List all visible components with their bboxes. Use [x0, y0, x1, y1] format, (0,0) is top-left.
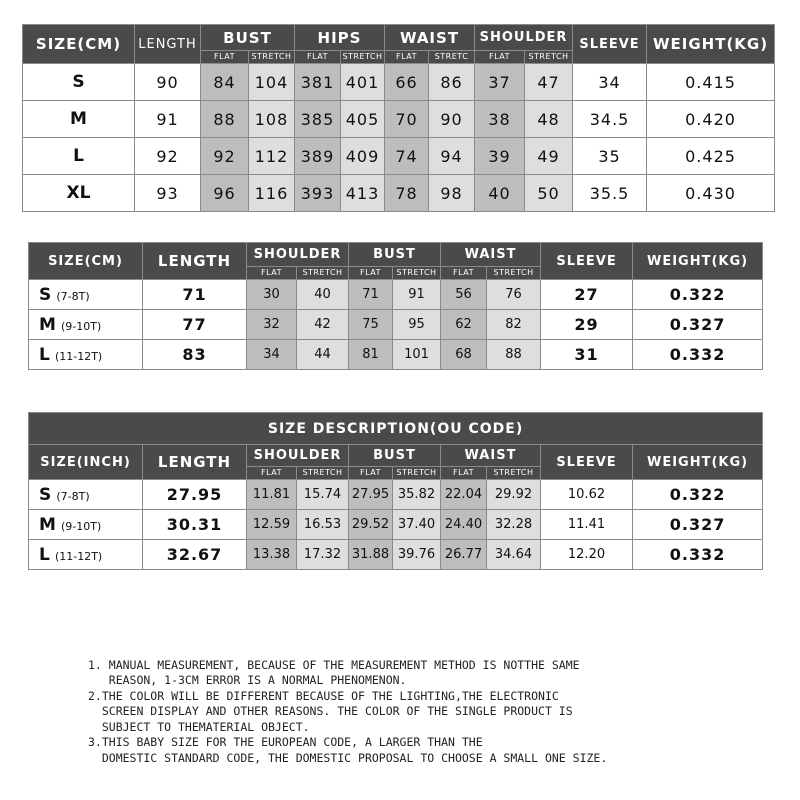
bust-flat-value: 29.52 [349, 510, 393, 540]
sub-stretch: STRETCH [297, 267, 349, 280]
weight-value: 0.415 [647, 64, 775, 101]
weight-value: 0.322 [633, 480, 763, 510]
shoulder-flat-value: 30 [247, 280, 297, 310]
bust-flat-value: 88 [201, 101, 249, 138]
waist-stretch-value: 29.92 [487, 480, 541, 510]
bust-stretch-value: 112 [249, 138, 295, 175]
waist-flat-value: 56 [441, 280, 487, 310]
hips-stretch-value: 413 [341, 175, 385, 212]
header-shoulder: SHOULDER [247, 445, 349, 467]
table-title: SIZE DESCRIPTION(OU CODE) [29, 413, 763, 445]
length-value: 83 [143, 340, 247, 370]
header-sleeve: SLEEVE [541, 243, 633, 280]
header-bust: BUST [349, 445, 441, 467]
waist-flat-value: 24.40 [441, 510, 487, 540]
sub-stretch: STRETCH [393, 267, 441, 280]
bust-stretch-value: 37.40 [393, 510, 441, 540]
weight-value: 0.327 [633, 510, 763, 540]
shoulder-flat-value: 34 [247, 340, 297, 370]
hips-stretch-value: 405 [341, 101, 385, 138]
size-cell [29, 280, 143, 310]
shoulder-flat-value: 32 [247, 310, 297, 340]
shoulder-stretch-value: 44 [297, 340, 349, 370]
header-waist: WAIST [385, 25, 475, 51]
sub-flat: FLAT [385, 51, 429, 64]
bust-flat-value: 75 [349, 310, 393, 340]
header-sleeve: SLEEVE [573, 25, 647, 64]
table-row [23, 101, 775, 138]
weight-value: 0.332 [633, 540, 763, 570]
age-range: (7-8T) [56, 489, 90, 503]
age-range: (9-10T) [61, 519, 102, 533]
table-row [29, 510, 763, 540]
table-row [29, 540, 763, 570]
shoulder-flat-value: 39 [475, 138, 525, 175]
size-cell [29, 540, 143, 570]
header-shoulder: SHOULDER [475, 25, 573, 51]
shoulder-stretch-value: 48 [525, 101, 573, 138]
hips-flat-value: 389 [295, 138, 341, 175]
table-row [29, 280, 763, 310]
length-value: 27.95 [143, 480, 247, 510]
note-item: 1. MANUAL MEASUREMENT, BECAUSE OF THE MEASUREMENT METHOD IS NOTTHE SAME REASON, 1-3CM ERROR IS A NORMAL PHENOMENON. [88, 657, 580, 687]
shoulder-stretch-value: 40 [297, 280, 349, 310]
shoulder-flat-value: 11.81 [247, 480, 297, 510]
hips-stretch-value: 401 [341, 64, 385, 101]
length-value: 93 [135, 175, 201, 212]
header-length: LENGTH [135, 25, 201, 64]
size-label: M [39, 314, 56, 335]
sleeve-value: 31 [541, 340, 633, 370]
sub-stretch: STRETCH [487, 267, 541, 280]
header-bust: BUST [349, 243, 441, 267]
size-label: M [23, 101, 135, 138]
shoulder-stretch-value: 17.32 [297, 540, 349, 570]
bust-flat-value: 31.88 [349, 540, 393, 570]
header-size: SIZE(CM) [23, 25, 135, 64]
sub-flat: FLAT [247, 267, 297, 280]
size-label: XL [23, 175, 135, 212]
header-sleeve: SLEEVE [541, 445, 633, 480]
table-row [23, 138, 775, 175]
sub-stretch: STRETCH [487, 467, 541, 480]
length-value: 32.67 [143, 540, 247, 570]
header-weight: WEIGHT(KG) [633, 445, 763, 480]
sub-flat: FLAT [441, 267, 487, 280]
size-label: L [39, 344, 50, 365]
shoulder-flat-value: 38 [475, 101, 525, 138]
waist-stretch-value: 88 [487, 340, 541, 370]
shoulder-flat-value: 40 [475, 175, 525, 212]
waist-stretch-value: 86 [429, 64, 475, 101]
bust-stretch-value: 91 [393, 280, 441, 310]
size-table-kids-cm [28, 242, 763, 370]
waist-flat-value: 62 [441, 310, 487, 340]
shoulder-flat-value: 13.38 [247, 540, 297, 570]
size-cell [29, 340, 143, 370]
length-value: 90 [135, 64, 201, 101]
size-label: S [23, 64, 135, 101]
waist-stretch-value: 98 [429, 175, 475, 212]
table-row [29, 310, 763, 340]
header-length: LENGTH [143, 243, 247, 280]
sub-flat: FLAT [201, 51, 249, 64]
size-cell [29, 480, 143, 510]
hips-stretch-value: 409 [341, 138, 385, 175]
sub-stretch: STRETCH [525, 51, 573, 64]
weight-value: 0.332 [633, 340, 763, 370]
sub-flat: FLAT [247, 467, 297, 480]
sub-flat: FLAT [475, 51, 525, 64]
length-value: 92 [135, 138, 201, 175]
waist-flat-value: 70 [385, 101, 429, 138]
waist-flat-value: 68 [441, 340, 487, 370]
sleeve-value: 34 [573, 64, 647, 101]
size-label: S [39, 484, 52, 505]
sleeve-value: 27 [541, 280, 633, 310]
sub-stretch: STRETCH [297, 467, 349, 480]
age-range: (11-12T) [54, 549, 103, 563]
size-label: L [23, 138, 135, 175]
header-waist: WAIST [441, 243, 541, 267]
size-cell [29, 310, 143, 340]
bust-flat-value: 81 [349, 340, 393, 370]
bust-stretch-value: 108 [249, 101, 295, 138]
waist-stretch-value: 82 [487, 310, 541, 340]
age-range: (7-8T) [56, 289, 90, 303]
weight-value: 0.322 [633, 280, 763, 310]
sleeve-value: 11.41 [541, 510, 633, 540]
bust-flat-value: 92 [201, 138, 249, 175]
sub-flat: FLAT [349, 467, 393, 480]
waist-stretch-value: 76 [487, 280, 541, 310]
shoulder-stretch-value: 16.53 [297, 510, 349, 540]
sub-stretch: STRETC [429, 51, 475, 64]
note-item: 2.THE COLOR WILL BE DIFFERENT BECAUSE OF THE LIGHTING,THE ELECTRONIC SCREEN DISPLAY AND OTHER REASONS. THE COLOR OF THE SINGLE PRODUCT IS SUBJECT TO THEMATERIAL OBJECT. [88, 688, 573, 734]
age-range: (9-10T) [61, 319, 102, 333]
header-waist: WAIST [441, 445, 541, 467]
waist-stretch-value: 94 [429, 138, 475, 175]
size-label: M [39, 514, 56, 535]
waist-flat-value: 78 [385, 175, 429, 212]
hips-flat-value: 381 [295, 64, 341, 101]
table-row [23, 64, 775, 101]
waist-stretch-value: 34.64 [487, 540, 541, 570]
bust-stretch-value: 35.82 [393, 480, 441, 510]
sub-flat: FLAT [349, 267, 393, 280]
table-row [23, 175, 775, 212]
sub-stretch: STRETCH [249, 51, 295, 64]
shoulder-stretch-value: 47 [525, 64, 573, 101]
shoulder-stretch-value: 49 [525, 138, 573, 175]
shoulder-stretch-value: 15.74 [297, 480, 349, 510]
sleeve-value: 10.62 [541, 480, 633, 510]
header-hips: HIPS [295, 25, 385, 51]
sub-stretch: STRETCH [393, 467, 441, 480]
header-shoulder: SHOULDER [247, 243, 349, 267]
shoulder-stretch-value: 50 [525, 175, 573, 212]
bust-stretch-value: 116 [249, 175, 295, 212]
waist-flat-value: 26.77 [441, 540, 487, 570]
header-weight: WEIGHT(KG) [633, 243, 763, 280]
waist-flat-value: 22.04 [441, 480, 487, 510]
bust-flat-value: 71 [349, 280, 393, 310]
header-size: SIZE(INCH) [29, 445, 143, 480]
bust-stretch-value: 95 [393, 310, 441, 340]
hips-flat-value: 393 [295, 175, 341, 212]
table-row [29, 340, 763, 370]
note-item: 3.THIS BABY SIZE FOR THE EUROPEAN CODE, A LARGER THAN THE DOMESTIC STANDARD CODE, THE DOMESTIC PROPOSAL TO CHOOSE A SMALL ONE SIZE. [88, 735, 608, 765]
sleeve-value: 34.5 [573, 101, 647, 138]
shoulder-flat-value: 12.59 [247, 510, 297, 540]
header-bust: BUST [201, 25, 295, 51]
table-row [29, 480, 763, 510]
header-weight: WEIGHT(KG) [647, 25, 775, 64]
waist-flat-value: 66 [385, 64, 429, 101]
weight-value: 0.327 [633, 310, 763, 340]
weight-value: 0.430 [647, 175, 775, 212]
bust-stretch-value: 39.76 [393, 540, 441, 570]
bust-flat-value: 27.95 [349, 480, 393, 510]
size-label: L [39, 544, 50, 565]
sleeve-value: 12.20 [541, 540, 633, 570]
length-value: 91 [135, 101, 201, 138]
header-length: LENGTH [143, 445, 247, 480]
sleeve-value: 35 [573, 138, 647, 175]
shoulder-stretch-value: 42 [297, 310, 349, 340]
bust-flat-value: 84 [201, 64, 249, 101]
age-range: (11-12T) [54, 349, 103, 363]
bust-stretch-value: 101 [393, 340, 441, 370]
hips-flat-value: 385 [295, 101, 341, 138]
length-value: 77 [143, 310, 247, 340]
bust-stretch-value: 104 [249, 64, 295, 101]
sub-flat: FLAT [295, 51, 341, 64]
waist-flat-value: 74 [385, 138, 429, 175]
sub-flat: FLAT [441, 467, 487, 480]
size-label: S [39, 284, 52, 305]
measurement-notes [88, 642, 607, 782]
weight-value: 0.425 [647, 138, 775, 175]
shoulder-flat-value: 37 [475, 64, 525, 101]
size-table-adult-cm [22, 24, 775, 212]
weight-value: 0.420 [647, 101, 775, 138]
waist-stretch-value: 32.28 [487, 510, 541, 540]
header-size: SIZE(CM) [29, 243, 143, 280]
waist-stretch-value: 90 [429, 101, 475, 138]
sleeve-value: 29 [541, 310, 633, 340]
sub-stretch: STRETCH [341, 51, 385, 64]
size-cell [29, 510, 143, 540]
bust-flat-value: 96 [201, 175, 249, 212]
sleeve-value: 35.5 [573, 175, 647, 212]
size-table-kids-inch [28, 412, 763, 570]
length-value: 71 [143, 280, 247, 310]
length-value: 30.31 [143, 510, 247, 540]
